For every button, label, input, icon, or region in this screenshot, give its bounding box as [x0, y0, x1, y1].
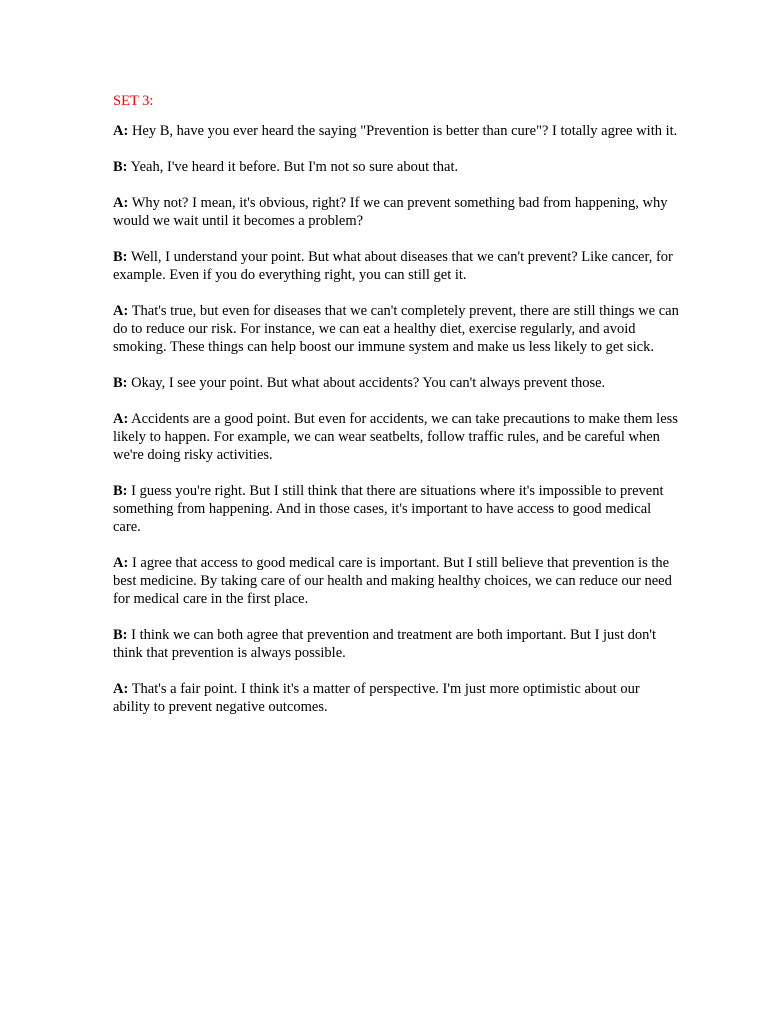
dialogue-text: I agree that access to good medical care is important. But I still believe that prevention is the best medicine. By taking care of our health and making healthy choices, we can reduce our need for medical care in the first place.	[113, 555, 672, 607]
speaker-label: B:	[113, 249, 128, 265]
speaker-label: A:	[113, 555, 129, 571]
speaker-label: A:	[113, 195, 129, 211]
dialogue-text: I think we can both agree that prevention and treatment are both important. But I just don't think that prevention is always possible.	[113, 627, 656, 661]
dialogue-text: Hey B, have you ever heard the saying "Prevention is better than cure"? I totally agree with it.	[131, 123, 678, 139]
speaker-label: A:	[113, 681, 129, 697]
speaker-label: A:	[113, 123, 129, 139]
speaker-label: A:	[113, 411, 129, 427]
dialogue-turn-3	[113, 194, 679, 230]
dialogue-turn-5	[113, 302, 679, 356]
dialogue-turn-8	[113, 482, 679, 536]
dialogue-turn-10	[113, 626, 679, 662]
speaker-label: B:	[113, 627, 128, 643]
dialogue-turn-9	[113, 554, 679, 608]
dialogue-text: Okay, I see your point. But what about accidents? You can't always prevent those.	[131, 375, 606, 391]
set-title: SET 3:	[113, 93, 154, 109]
dialogue-turn-1	[113, 122, 679, 140]
speaker-label: A:	[113, 303, 129, 319]
dialogue-turn-6	[113, 374, 679, 392]
speaker-label: B:	[113, 483, 128, 499]
document-page	[113, 92, 679, 734]
speaker-label: B:	[113, 159, 128, 175]
dialogue-text: That's a fair point. I think it's a matter of perspective. I'm just more optimistic about our ability to prevent negative outcomes.	[113, 681, 640, 715]
dialogue-text: Well, I understand your point. But what about diseases that we can't prevent? Like cancer, for example. Even if you do everything right, you can still get it.	[113, 249, 673, 283]
dialogue-turn-11	[113, 680, 679, 716]
dialogue-text: I guess you're right. But I still think that there are situations where it's impossible to prevent something from happening. And in those cases, it's important to have access to good medical care.	[113, 483, 664, 535]
dialogue-turn-2	[113, 158, 679, 176]
dialogue-turn-4	[113, 248, 679, 284]
dialogue-text: That's true, but even for diseases that we can't completely prevent, there are still things we can do to reduce our risk. For instance, we can eat a healthy diet, exercise regularly, and avoid smoking. These things can help boost our immune system and make us less likely to get sick.	[113, 303, 679, 355]
dialogue-text: Why not? I mean, it's obvious, right? If we can prevent something bad from happening, why would we wait until it becomes a problem?	[113, 195, 668, 229]
dialogue-text: Yeah, I've heard it before. But I'm not so sure about that.	[130, 159, 459, 175]
dialogue-turn-7	[113, 410, 679, 464]
speaker-label: B:	[113, 375, 128, 391]
dialogue-text: Accidents are a good point. But even for accidents, we can take precautions to make them less likely to happen. For example, we can wear seatbelts, follow traffic rules, and be careful when we're doing risky activities.	[113, 411, 678, 463]
